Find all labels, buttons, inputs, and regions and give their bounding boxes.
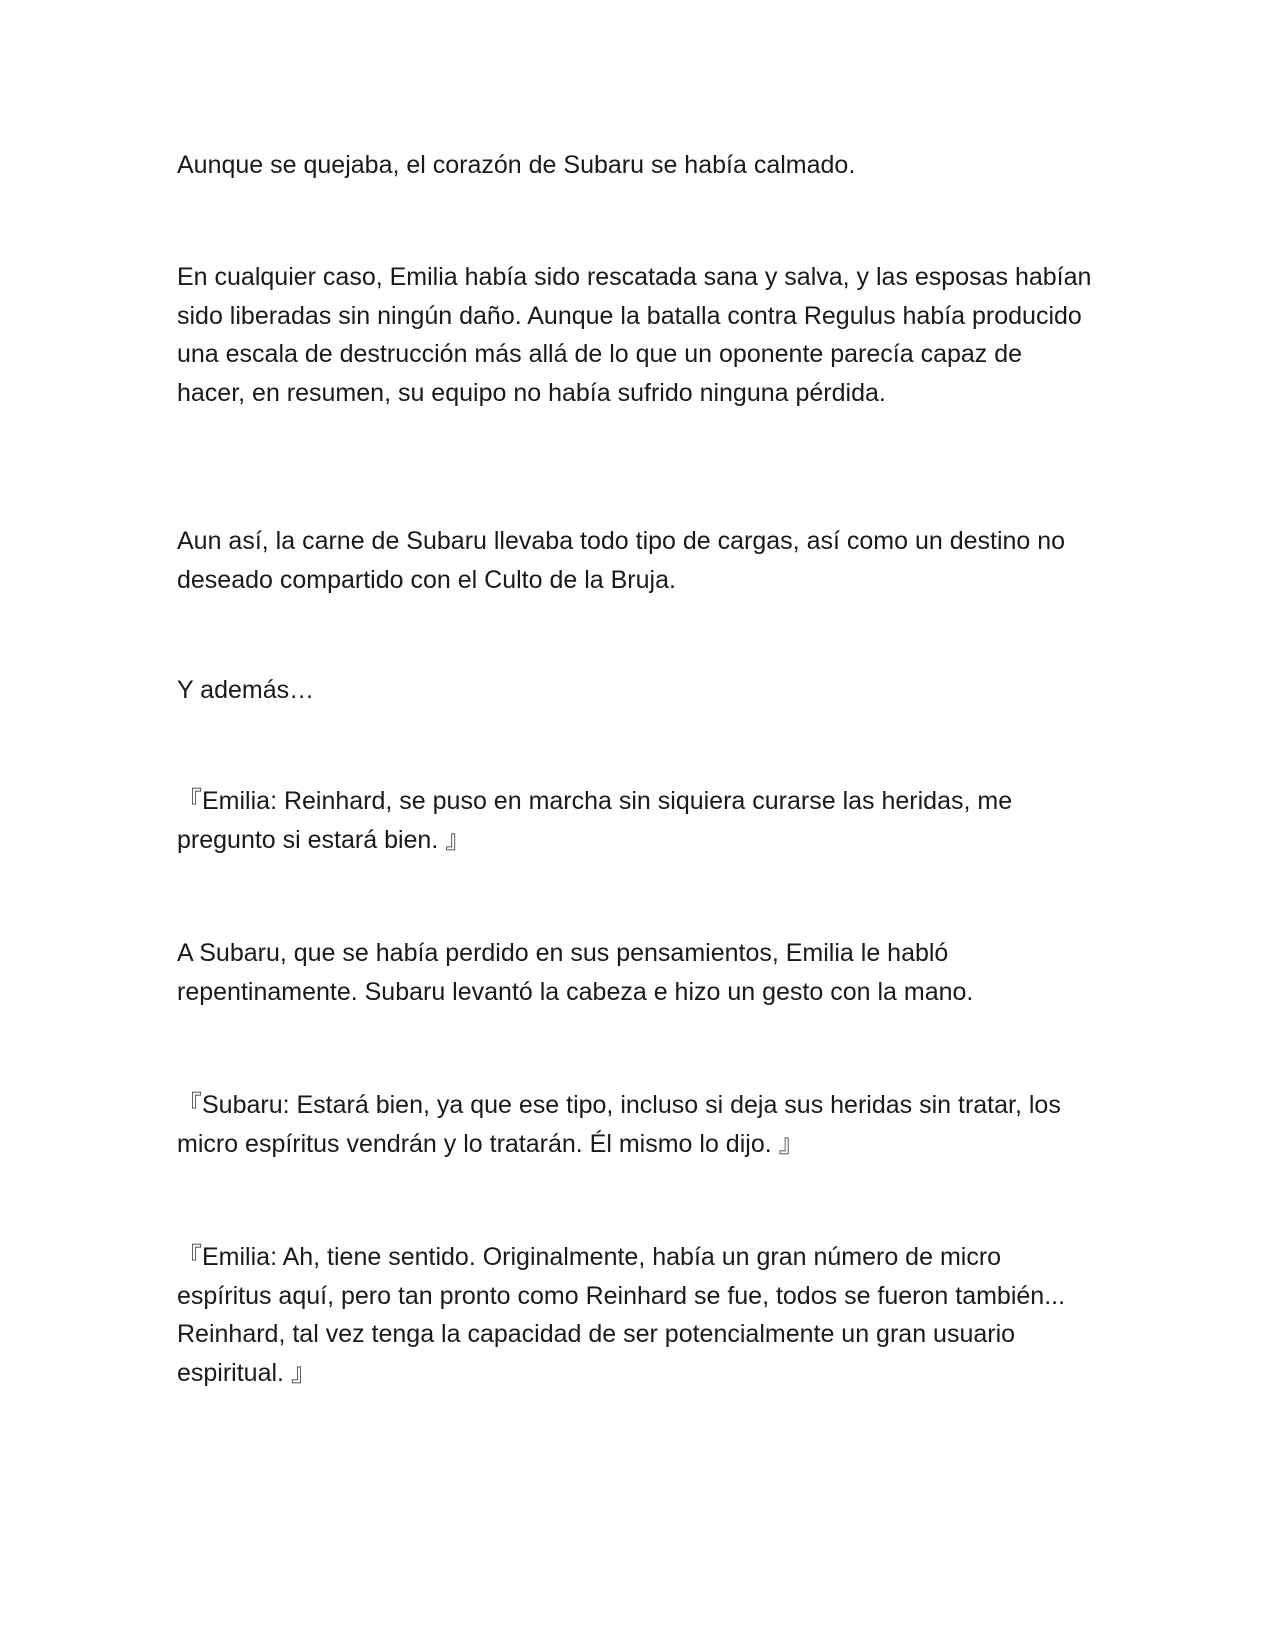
paragraph-narration: En cualquier caso, Emilia había sido rescatada sana y salva, y las esposas habían sido liberadas sin ningún daño. Aunque la batalla contra Regulus había producido una escala de destrucción más allá de lo que un oponente parecía capaz de hacer, en resumen, su equipo no había sufrido ninguna pérdida. [177, 263, 1099, 407]
paragraph-narration: Aun así, la carne de Subaru llevaba todo tipo de cargas, así como un destino no deseado compartido con el Culto de la Bruja. [177, 527, 1073, 594]
paragraph-narration: Aunque se quejaba, el corazón de Subaru se había calmado. [177, 151, 856, 179]
paragraph-narration: Y además… [177, 676, 315, 704]
paragraph-dialogue-subaru: 『Subaru: Estará bien, ya que ese tipo, incluso si deja sus heridas sin tratar, los micro espíritus vendrán y lo tratarán. Él mismo lo dijo. 』 [177, 1091, 1068, 1158]
paragraph-narration: A Subaru, que se había perdido en sus pensamientos, Emilia le habló repentinamente. Subaru levantó la cabeza e hizo un gesto con la mano. [177, 939, 974, 1006]
paragraph-dialogue-emilia: 『Emilia: Reinhard, se puso en marcha sin siquiera curarse las heridas, me pregunto si estará bien. 』 [177, 787, 1020, 854]
paragraph-dialogue-emilia: 『Emilia: Ah, tiene sentido. Originalmente, había un gran número de micro espíritus aquí, pero tan pronto como Reinhard se fue, todos se fueron también... Reinhard, tal vez tenga la capacidad de ser potencialmente un gran usuario espiritual. 』 [177, 1243, 1072, 1387]
